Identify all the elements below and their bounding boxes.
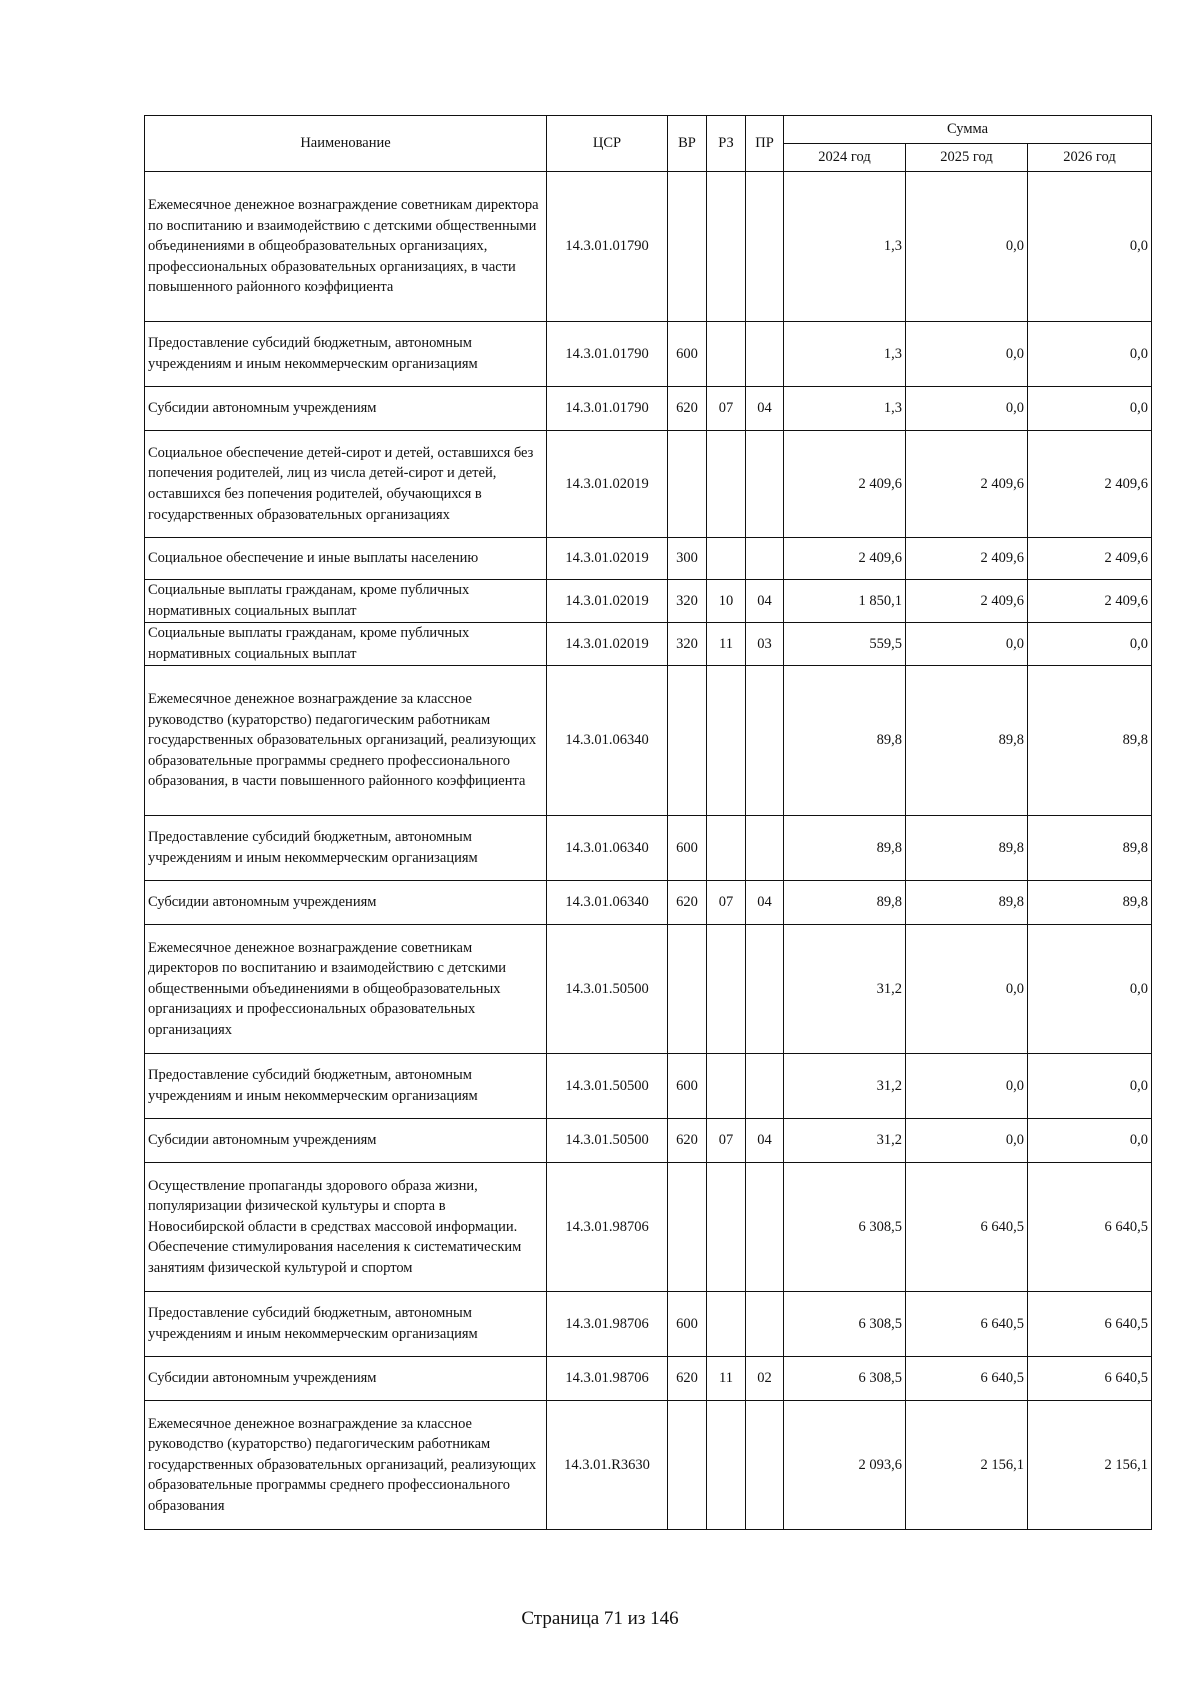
table-row (145, 1292, 1152, 1357)
cell-y2026: 89,8 (1028, 881, 1152, 925)
cell-csr: 14.3.01.50500 (547, 1119, 668, 1163)
cell-y2024: 6 308,5 (784, 1163, 906, 1292)
cell-rz (707, 1401, 746, 1530)
cell-y2026: 6 640,5 (1028, 1357, 1152, 1401)
cell-csr: 14.3.01.02019 (547, 538, 668, 580)
header-vr: ВР (668, 116, 707, 172)
cell-rz (707, 1163, 746, 1292)
cell-name: Предоставление субсидий бюджетным, автономным учреждениям и иным некоммерческим организациям (145, 1292, 547, 1357)
cell-pr (746, 1163, 784, 1292)
cell-y2025: 6 640,5 (906, 1357, 1028, 1401)
table-row (145, 322, 1152, 387)
cell-rz: 07 (707, 387, 746, 431)
cell-csr: 14.3.01.98706 (547, 1357, 668, 1401)
cell-y2026: 0,0 (1028, 387, 1152, 431)
cell-y2024: 89,8 (784, 666, 906, 816)
cell-y2025: 2 409,6 (906, 431, 1028, 538)
cell-rz (707, 1054, 746, 1119)
cell-rz: 10 (707, 580, 746, 623)
cell-pr (746, 172, 784, 322)
cell-csr: 14.3.01.50500 (547, 925, 668, 1054)
budget-table (144, 115, 1152, 1530)
cell-y2024: 1,3 (784, 387, 906, 431)
cell-vr: 320 (668, 580, 707, 623)
table-row (145, 1119, 1152, 1163)
cell-pr: 04 (746, 387, 784, 431)
header-csr: ЦСР (547, 116, 668, 172)
cell-csr: 14.3.01.06340 (547, 666, 668, 816)
header-pr: ПР (746, 116, 784, 172)
header-year-2025: 2025 год (906, 144, 1028, 172)
cell-rz (707, 322, 746, 387)
cell-rz (707, 538, 746, 580)
cell-y2024: 89,8 (784, 816, 906, 881)
header-name: Наименование (145, 116, 547, 172)
cell-name: Социальное обеспечение и иные выплаты населению (145, 538, 547, 580)
cell-y2026: 2 156,1 (1028, 1401, 1152, 1530)
table-row (145, 925, 1152, 1054)
cell-y2026: 89,8 (1028, 666, 1152, 816)
cell-csr: 14.3.01.02019 (547, 623, 668, 666)
cell-csr: 14.3.01.01790 (547, 387, 668, 431)
cell-y2026: 6 640,5 (1028, 1163, 1152, 1292)
table-row (145, 580, 1152, 623)
cell-y2024: 2 409,6 (784, 538, 906, 580)
cell-y2024: 89,8 (784, 881, 906, 925)
cell-rz: 07 (707, 881, 746, 925)
header-row-top (145, 116, 1152, 144)
cell-vr: 300 (668, 538, 707, 580)
cell-pr (746, 538, 784, 580)
table-row (145, 1357, 1152, 1401)
page-number: Страница 71 из 146 (521, 1608, 679, 1629)
cell-csr: 14.3.01.02019 (547, 580, 668, 623)
cell-pr (746, 322, 784, 387)
table-row (145, 1163, 1152, 1292)
cell-vr (668, 925, 707, 1054)
cell-y2024: 31,2 (784, 1054, 906, 1119)
cell-y2025: 6 640,5 (906, 1292, 1028, 1357)
cell-rz (707, 925, 746, 1054)
cell-vr (668, 431, 707, 538)
cell-rz (707, 1292, 746, 1357)
cell-vr: 600 (668, 322, 707, 387)
cell-vr: 600 (668, 1292, 707, 1357)
cell-y2024: 2 093,6 (784, 1401, 906, 1530)
cell-rz (707, 431, 746, 538)
cell-y2024: 1,3 (784, 322, 906, 387)
cell-rz (707, 172, 746, 322)
cell-vr: 600 (668, 1054, 707, 1119)
cell-y2025: 0,0 (906, 172, 1028, 322)
cell-name: Предоставление субсидий бюджетным, автономным учреждениям и иным некоммерческим организациям (145, 1054, 547, 1119)
cell-y2025: 0,0 (906, 322, 1028, 387)
cell-csr: 14.3.01.01790 (547, 172, 668, 322)
cell-rz: 07 (707, 1119, 746, 1163)
cell-vr: 620 (668, 881, 707, 925)
header-sum: Сумма (784, 116, 1152, 144)
cell-csr: 14.3.01.98706 (547, 1163, 668, 1292)
cell-csr: 14.3.01.02019 (547, 431, 668, 538)
cell-y2024: 31,2 (784, 1119, 906, 1163)
cell-name: Ежемесячное денежное вознаграждение за классное руководство (кураторство) педагогическим работникам государственных образовательных организаций, реализующих образовательные программы среднего профессионального образования (145, 1401, 547, 1530)
cell-y2024: 2 409,6 (784, 431, 906, 538)
cell-name: Ежемесячное денежное вознаграждение за классное руководство (кураторство) педагогическим работникам государственных образовательных организаций, реализующих образовательные программы среднего профессионального образования, в части повышенного районного коэффициента (145, 666, 547, 816)
cell-csr: 14.3.01.06340 (547, 816, 668, 881)
cell-y2026: 89,8 (1028, 816, 1152, 881)
cell-pr (746, 925, 784, 1054)
cell-pr: 03 (746, 623, 784, 666)
cell-y2025: 0,0 (906, 387, 1028, 431)
cell-y2026: 0,0 (1028, 1119, 1152, 1163)
cell-name: Социальные выплаты гражданам, кроме публичных нормативных социальных выплат (145, 623, 547, 666)
table-row (145, 387, 1152, 431)
cell-y2025: 89,8 (906, 816, 1028, 881)
cell-name: Ежемесячное денежное вознаграждение советникам директоров по воспитанию и взаимодействию с детскими общественными объединениями в общеобразовательных организациях и профессиональных образовательных организациях (145, 925, 547, 1054)
table-row (145, 538, 1152, 580)
table-body (145, 172, 1152, 1530)
cell-y2026: 0,0 (1028, 925, 1152, 1054)
cell-y2026: 6 640,5 (1028, 1292, 1152, 1357)
cell-y2024: 31,2 (784, 925, 906, 1054)
cell-y2025: 89,8 (906, 881, 1028, 925)
cell-vr: 620 (668, 1119, 707, 1163)
cell-y2025: 2 409,6 (906, 580, 1028, 623)
cell-y2024: 1 850,1 (784, 580, 906, 623)
table-row (145, 172, 1152, 322)
cell-name: Субсидии автономным учреждениям (145, 881, 547, 925)
cell-vr: 620 (668, 1357, 707, 1401)
cell-csr: 14.3.01.R3630 (547, 1401, 668, 1530)
cell-rz: 11 (707, 623, 746, 666)
cell-y2024: 6 308,5 (784, 1292, 906, 1357)
table-row (145, 666, 1152, 816)
cell-y2024: 1,3 (784, 172, 906, 322)
cell-y2024: 6 308,5 (784, 1357, 906, 1401)
cell-y2026: 2 409,6 (1028, 538, 1152, 580)
table-row (145, 1054, 1152, 1119)
cell-csr: 14.3.01.06340 (547, 881, 668, 925)
cell-csr: 14.3.01.50500 (547, 1054, 668, 1119)
cell-y2025: 0,0 (906, 1054, 1028, 1119)
cell-y2025: 0,0 (906, 623, 1028, 666)
table-row (145, 1401, 1152, 1530)
cell-rz: 11 (707, 1357, 746, 1401)
cell-name: Предоставление субсидий бюджетным, автономным учреждениям и иным некоммерческим организациям (145, 816, 547, 881)
header-rz: РЗ (707, 116, 746, 172)
cell-name: Предоставление субсидий бюджетным, автономным учреждениям и иным некоммерческим организациям (145, 322, 547, 387)
cell-csr: 14.3.01.01790 (547, 322, 668, 387)
cell-rz (707, 666, 746, 816)
cell-pr (746, 431, 784, 538)
cell-pr (746, 1292, 784, 1357)
cell-vr (668, 1401, 707, 1530)
cell-pr (746, 816, 784, 881)
cell-pr: 02 (746, 1357, 784, 1401)
cell-pr (746, 1054, 784, 1119)
table-row (145, 431, 1152, 538)
cell-rz (707, 816, 746, 881)
cell-pr: 04 (746, 580, 784, 623)
cell-name: Осуществление пропаганды здорового образа жизни, популяризации физической культуры и спорта в Новосибирской области в средствах массовой информации. Обеспечение стимулирования населения к систематическим занятиям физической культурой и спортом (145, 1163, 547, 1292)
cell-pr: 04 (746, 1119, 784, 1163)
cell-pr (746, 666, 784, 816)
cell-name: Социальное обеспечение детей-сирот и детей, оставшихся без попечения родителей, лиц из числа детей-сирот и детей, оставшихся без попечения родителей, обучающихся в государственных образовательных организациях (145, 431, 547, 538)
table-row (145, 816, 1152, 881)
cell-y2026: 2 409,6 (1028, 431, 1152, 538)
cell-name: Ежемесячное денежное вознаграждение советникам директора по воспитанию и взаимодействию с детскими общественными объединениями в общеобразовательных организациях, профессиональных образовательных организациях, в части повышенного районного коэффициента (145, 172, 547, 322)
cell-y2025: 0,0 (906, 925, 1028, 1054)
cell-csr: 14.3.01.98706 (547, 1292, 668, 1357)
cell-y2025: 0,0 (906, 1119, 1028, 1163)
cell-name: Субсидии автономным учреждениям (145, 1119, 547, 1163)
cell-y2025: 2 156,1 (906, 1401, 1028, 1530)
cell-name: Субсидии автономным учреждениям (145, 387, 547, 431)
cell-pr (746, 1401, 784, 1530)
cell-y2026: 0,0 (1028, 322, 1152, 387)
cell-vr: 620 (668, 387, 707, 431)
header-year-2024: 2024 год (784, 144, 906, 172)
header-year-2026: 2026 год (1028, 144, 1152, 172)
cell-vr (668, 172, 707, 322)
cell-vr: 320 (668, 623, 707, 666)
cell-y2024: 559,5 (784, 623, 906, 666)
table-row (145, 881, 1152, 925)
cell-name: Субсидии автономным учреждениям (145, 1357, 547, 1401)
cell-y2025: 89,8 (906, 666, 1028, 816)
table-row (145, 623, 1152, 666)
cell-y2026: 0,0 (1028, 1054, 1152, 1119)
cell-y2025: 6 640,5 (906, 1163, 1028, 1292)
cell-y2026: 2 409,6 (1028, 580, 1152, 623)
table-header (145, 116, 1152, 172)
cell-vr: 600 (668, 816, 707, 881)
cell-vr (668, 666, 707, 816)
cell-vr (668, 1163, 707, 1292)
cell-pr: 04 (746, 881, 784, 925)
cell-y2025: 2 409,6 (906, 538, 1028, 580)
cell-name: Социальные выплаты гражданам, кроме публичных нормативных социальных выплат (145, 580, 547, 623)
cell-y2026: 0,0 (1028, 623, 1152, 666)
cell-y2026: 0,0 (1028, 172, 1152, 322)
